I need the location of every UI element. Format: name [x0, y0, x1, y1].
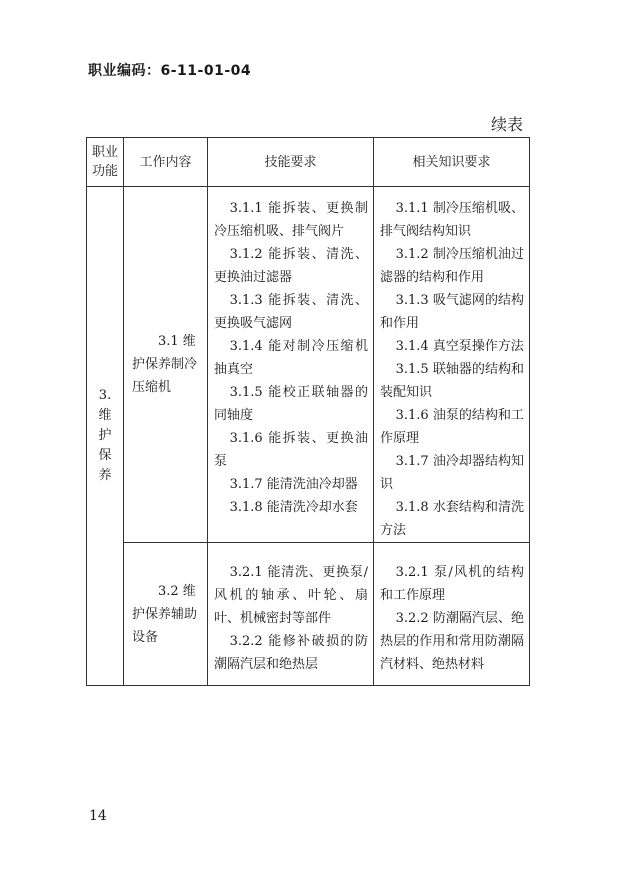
knowledge-item: 3.1.1 制冷压缩机吸、排气阀结构知识: [380, 201, 524, 239]
knowledge-item: 3.1.7 油冷却器结构知识: [380, 454, 524, 492]
knowledge-item: 3.1.6 油泵的结构和工作原理: [380, 408, 524, 446]
skill-item: 3.1.2 能拆装、清洗、更换油过滤器: [214, 247, 368, 285]
function-label: 3. 维护保养: [98, 388, 112, 483]
work-content-cell: [124, 543, 208, 686]
skill-item: 3.1.1 能拆装、更换制冷压缩机吸、排气阀片: [214, 201, 368, 239]
table-header-row: [87, 138, 530, 187]
work-content-text: 3.1 维护保养制冷压缩机: [132, 334, 198, 395]
col-header-knowledge: 相关知识要求: [374, 138, 530, 187]
col-header-skills: 技能要求: [208, 138, 374, 187]
skill-item: 3.2.1 能清洗、更换泵/风机的轴承、叶轮、扇叶、机械密封等部件: [214, 565, 368, 626]
function-cell: [87, 187, 124, 686]
skill-item: 3.1.5 能校正联轴器的同轴度: [214, 385, 368, 423]
skills-cell: [208, 543, 374, 686]
table-row: [87, 543, 530, 686]
knowledge-item: 3.2.2 防潮隔汽层、绝热层的作用和常用防潮隔汽材料、绝热材料: [380, 611, 524, 672]
knowledge-cell: [374, 543, 530, 686]
skill-item: 3.1.4 能对制冷压缩机抽真空: [214, 339, 368, 377]
occupation-code: 职业编码：6-11-01-04: [88, 63, 252, 79]
table-row: [87, 187, 530, 543]
knowledge-item: 3.2.1 泵/风机的结构和工作原理: [380, 565, 524, 603]
knowledge-item: 3.1.8 水套结构和清洗方法: [380, 500, 524, 538]
work-content-cell: [124, 187, 208, 543]
page-number: 14: [89, 808, 107, 824]
knowledge-cell: [374, 187, 530, 543]
col-header-work-content: 工作内容: [124, 138, 208, 187]
knowledge-item: 3.1.4 真空泵操作方法: [395, 339, 524, 354]
knowledge-item: 3.1.5 联轴器的结构和装配知识: [380, 362, 524, 400]
work-content-text: 3.2 维护保养辅助设备: [132, 583, 198, 645]
skill-item: 3.1.7 能清洗油冷却器: [229, 477, 358, 492]
skill-item: 3.1.8 能清洗冷却水套: [229, 500, 358, 515]
continued-table-label: 续表: [491, 115, 524, 134]
skill-item: 3.2.2 能修补破损的防潮隔汽层和绝热层: [214, 634, 368, 672]
skills-table: [86, 137, 530, 686]
col-header-function: 职业功能: [87, 138, 124, 187]
knowledge-item: 3.1.2 制冷压缩机油过滤器的结构和作用: [380, 247, 524, 285]
skill-item: 3.1.6 能拆装、更换油泵: [214, 431, 368, 469]
skill-item: 3.1.3 能拆装、清洗、更换吸气滤网: [214, 293, 368, 331]
knowledge-item: 3.1.3 吸气滤网的结构和作用: [380, 293, 524, 331]
skills-cell: [208, 187, 374, 543]
